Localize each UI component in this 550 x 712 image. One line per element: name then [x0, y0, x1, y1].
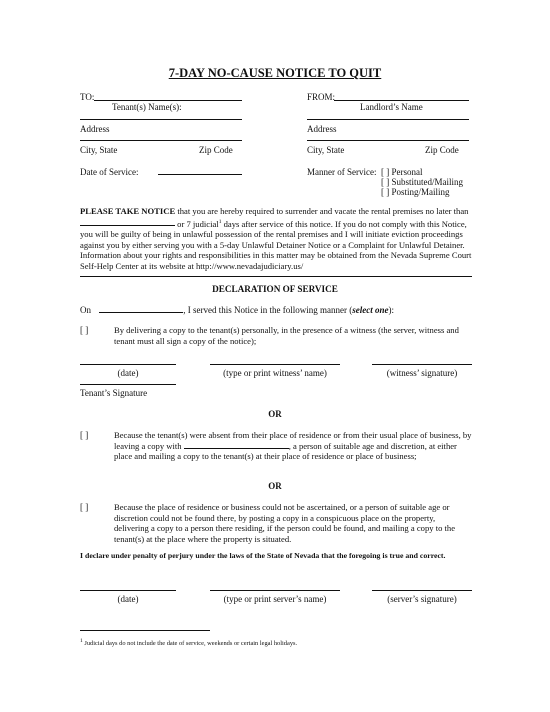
witness-date-line[interactable] — [80, 364, 176, 365]
manner-option-posting[interactable]: [ ] Posting/Mailing — [381, 187, 450, 197]
declaration-heading: DECLARATION OF SERVICE — [212, 284, 338, 294]
witness-signature-line[interactable] — [372, 364, 472, 365]
notice-paragraph — [80, 206, 472, 271]
on-text: , I served this Notice in the following manner ( — [183, 305, 353, 315]
landlord-city-label: City, State — [307, 145, 345, 155]
tenant-zip-label: Zip Code — [199, 145, 233, 155]
section-divider — [80, 276, 472, 277]
option1-checkbox[interactable]: [ ] — [80, 325, 89, 335]
manner-option-substituted[interactable]: [ ] Substituted/Mailing — [381, 177, 463, 187]
landlord-name-label: Landlord’s Name — [360, 102, 423, 112]
tenant-address-line[interactable] — [80, 119, 242, 120]
server-date-caption: (date) — [117, 594, 139, 604]
server-signature-line[interactable] — [372, 590, 472, 591]
witness-name-line[interactable] — [210, 364, 340, 365]
on-label: On — [80, 305, 91, 315]
witness-date-caption: (date) — [117, 368, 139, 378]
landlord-name-line[interactable] — [334, 100, 469, 101]
tenant-address-label: Address — [80, 124, 110, 134]
option2-checkbox[interactable]: [ ] — [80, 430, 89, 440]
tenant-city-line[interactable] — [80, 140, 242, 141]
server-date-line[interactable] — [80, 590, 176, 591]
notice-text-2: or 7 judicial — [175, 218, 219, 229]
perjury-statement: I declare under penalty of perjury under the laws of the State of Nevada that the foregoing is true and correct. — [80, 551, 446, 560]
server-name-line[interactable] — [210, 590, 340, 591]
server-signature-caption: (server’s signature) — [387, 594, 457, 604]
witness-name-caption: (type or print witness’ name) — [223, 368, 327, 378]
footnote — [80, 638, 297, 647]
notice-text-1: that you are hereby required to surrender and vacate the rental premises no later than — [175, 206, 469, 216]
option1-text: By delivering a copy to the tenant(s) personally, in the presence of a witness (the server, witness and tenant must all sign a copy of the notice); — [114, 325, 459, 346]
landlord-zip-label: Zip Code — [425, 145, 459, 155]
or-separator-2: OR — [268, 481, 282, 491]
select-one-text: select one — [352, 305, 389, 315]
page-title: 7-DAY NO-CAUSE NOTICE TO QUIT — [168, 66, 382, 80]
landlord-city-line[interactable] — [307, 140, 469, 141]
option2-text-b: , a person of suitable age and discretion, at either place and mailing a copy to the tenant(s) at their place of residence or place of business; — [114, 440, 457, 462]
notice-text-3: days after service of this notice. If you do not comply with this Notice, you will be guilty of being in unlawful possession of the rental premises and I will initiate eviction proceedings against you by either serving you with a 5-day Unlawful Detainer Notice or a Complaint for Unlawful Detainer. Information about your rights and responsibilities in this matter may be obtained from the Nevada Supreme Court Self-Help Center at its website at http://www.nevadajudiciary.us/ — [80, 218, 472, 271]
option2-text — [114, 430, 472, 462]
option3-text: Because the place of residence or business could not be ascertained, or a person of suitable age or discretion could not be found there, by posting a copy in a conspicuous place on the property, delivering a copy to a person there residing, if the person could be found, and mailing a copy to the tenant(s) at the place where the property is situated. — [114, 502, 456, 544]
footnote-ref: 1 — [218, 218, 222, 225]
witness-signature-caption: (witness’ signature) — [386, 368, 458, 378]
from-label: FROM: — [307, 92, 336, 102]
option2-text-a: Because the tenant(s) were absent from their place of residence or from their usual place of business, by leaving a copy with — [114, 430, 472, 451]
served-on-line — [80, 305, 394, 315]
footnote-divider — [80, 630, 210, 631]
server-name-caption: (type or print server’s name) — [223, 594, 327, 604]
date-of-service-line[interactable] — [158, 174, 242, 175]
footnote-mark: 1 — [80, 638, 83, 644]
tenant-signature-caption: Tenant’s Signature — [80, 388, 148, 398]
tenant-city-label: City, State — [80, 145, 118, 155]
served-on-date-line[interactable] — [99, 312, 183, 313]
to-label: TO: — [80, 92, 95, 102]
option3-checkbox[interactable]: [ ] — [80, 502, 89, 512]
tenant-name-line[interactable] — [94, 100, 242, 101]
manner-option-personal[interactable]: [ ] Personal — [381, 167, 423, 177]
or-separator-1: OR — [268, 409, 282, 419]
on-end: ): — [388, 305, 394, 315]
person-left-with-line[interactable] — [184, 448, 289, 449]
date-of-service-label: Date of Service: — [80, 167, 139, 177]
manner-of-service-label: Manner of Service: — [307, 167, 377, 177]
tenant-name-label: Tenant(s) Name(s): — [112, 102, 182, 112]
vacate-date-line[interactable] — [80, 225, 175, 226]
landlord-address-line[interactable] — [307, 119, 469, 120]
notice-lead: PLEASE TAKE NOTICE — [80, 206, 176, 216]
tenant-signature-line[interactable] — [80, 384, 176, 385]
footnote-text: Judicial days do not include the date of service, weekends or certain legal holidays. — [82, 640, 298, 648]
landlord-address-label: Address — [307, 124, 337, 134]
